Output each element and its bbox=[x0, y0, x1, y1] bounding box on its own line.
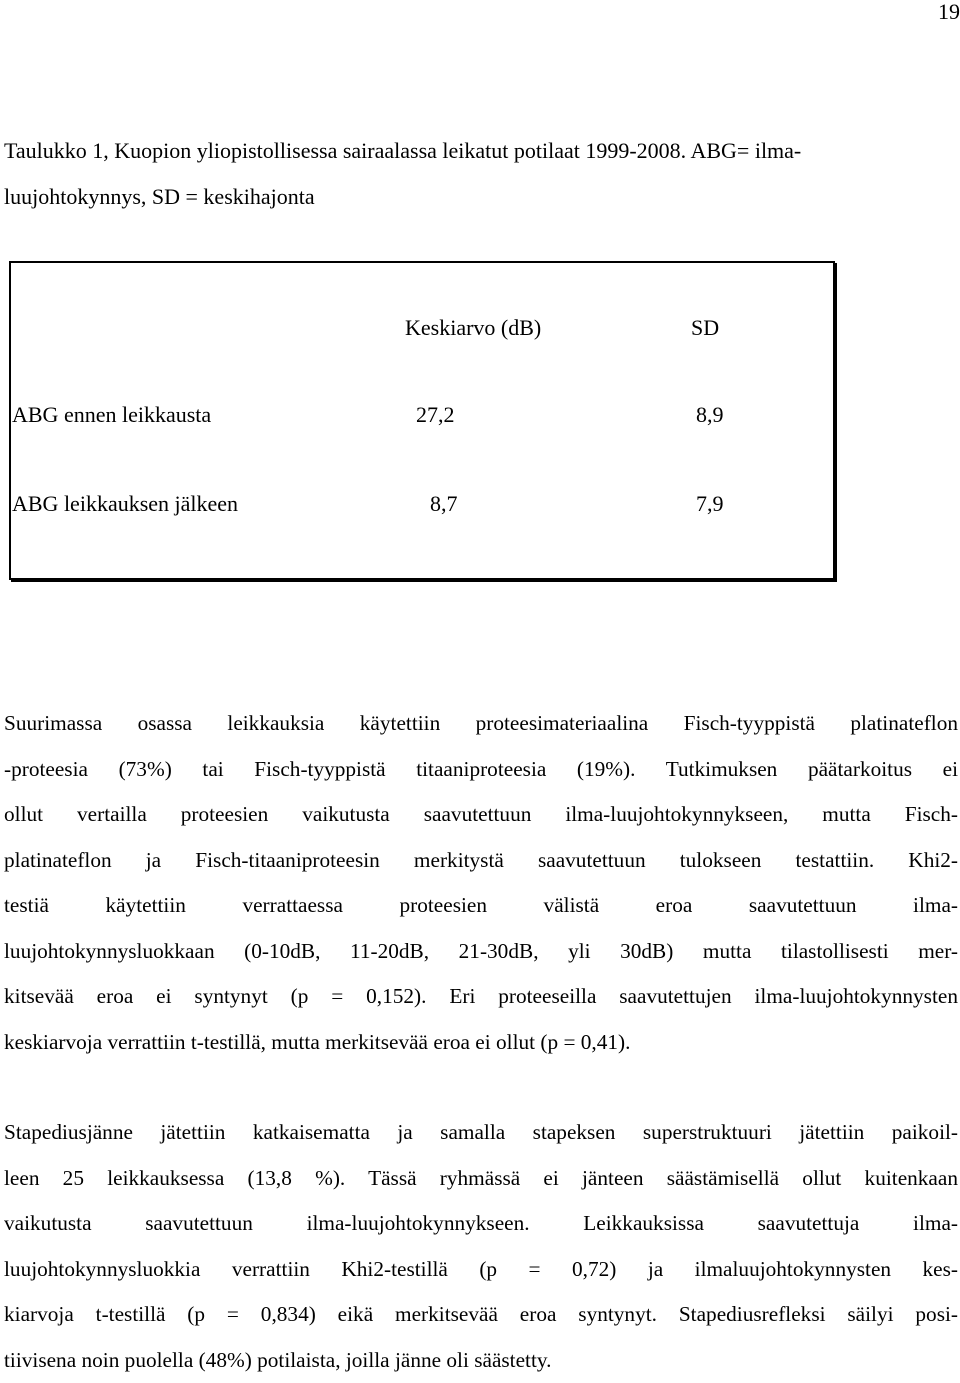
caption-line: luujohtokynnys, SD = keskihajonta bbox=[4, 174, 956, 220]
caption-line: Taulukko 1, Kuopion yliopistollisessa sairaalassa leikatut potilaat 1999-2008. ABG= ilma- bbox=[4, 128, 956, 174]
paragraph-line: kiarvoja t-testillä (p = 0,834) eikä merkitsevää eroa syntynyt. Stapediusrefleksi säilyi posi- bbox=[4, 1292, 958, 1338]
paragraph-line: vaikutusta saavutettuun ilma-luujohtokynnykseen. Leikkauksissa saavutettuja ilma- bbox=[4, 1201, 958, 1247]
cell-sd-before: 8,9 bbox=[696, 402, 724, 428]
cell-mean-after: 8,7 bbox=[430, 491, 458, 517]
paragraph-line: Suurimassa osassa leikkauksia käytettiin proteesimateriaalina Fisch-tyyppistä platinateflon bbox=[4, 701, 958, 747]
cell-sd-after: 7,9 bbox=[696, 491, 724, 517]
paragraph-line: kitsevää eroa ei syntynyt (p = 0,152). Eri proteeseilla saavutettujen ilma-luujohtokynnysten bbox=[4, 974, 958, 1020]
paragraph-stapedius bbox=[4, 1110, 958, 1383]
cell-mean-before: 27,2 bbox=[416, 402, 455, 428]
paragraph-line: -proteesia (73%) tai Fisch-tyyppistä titaaniproteesia (19%). Tutkimuksen päätarkoitus ei bbox=[4, 747, 958, 793]
table-caption bbox=[4, 128, 956, 220]
paragraph-line: testiä käytettiin verrattaessa proteesien välistä eroa saavutettuun ilma- bbox=[4, 883, 958, 929]
header-mean: Keskiarvo (dB) bbox=[405, 315, 541, 341]
page-number: 19 bbox=[938, 0, 960, 24]
paragraph-line: tiivisena noin puolella (48%) potilaista, joilla jänne oli säästetty. bbox=[4, 1338, 958, 1383]
header-sd: SD bbox=[691, 315, 719, 341]
paragraph-line: ollut vertailla proteesien vaikutusta saavutettuun ilma-luujohtokynnykseen, mutta Fisch- bbox=[4, 792, 958, 838]
paragraph-line: Stapediusjänne jätettiin katkaisematta ja samalla stapeksen superstruktuuri jätettiin paikoil- bbox=[4, 1110, 958, 1156]
paragraph-line: luujohtokynnysluokkaan (0-10dB, 11-20dB, 21-30dB, yli 30dB) mutta tilastollisesti mer- bbox=[4, 929, 958, 975]
row-label-after: ABG leikkauksen jälkeen bbox=[12, 491, 238, 517]
paragraph-line: platinateflon ja Fisch-titaaniproteesin merkitystä saavutettuun tulokseen testattiin. Khi2- bbox=[4, 838, 958, 884]
row-label-before: ABG ennen leikkausta bbox=[12, 402, 211, 428]
paragraph-line: leen 25 leikkauksessa (13,8 %). Tässä ryhmässä ei jänteen säästämisellä ollut kuitenkaan bbox=[4, 1156, 958, 1202]
paragraph-line: keskiarvoja verrattiin t-testillä, mutta merkitsevää eroa ei ollut (p = 0,41). bbox=[4, 1020, 958, 1066]
paragraph-line: luujohtokynnysluokkia verrattiin Khi2-testillä (p = 0,72) ja ilmaluujohtokynnysten kes- bbox=[4, 1247, 958, 1293]
paragraph-prostheses bbox=[4, 701, 958, 1065]
